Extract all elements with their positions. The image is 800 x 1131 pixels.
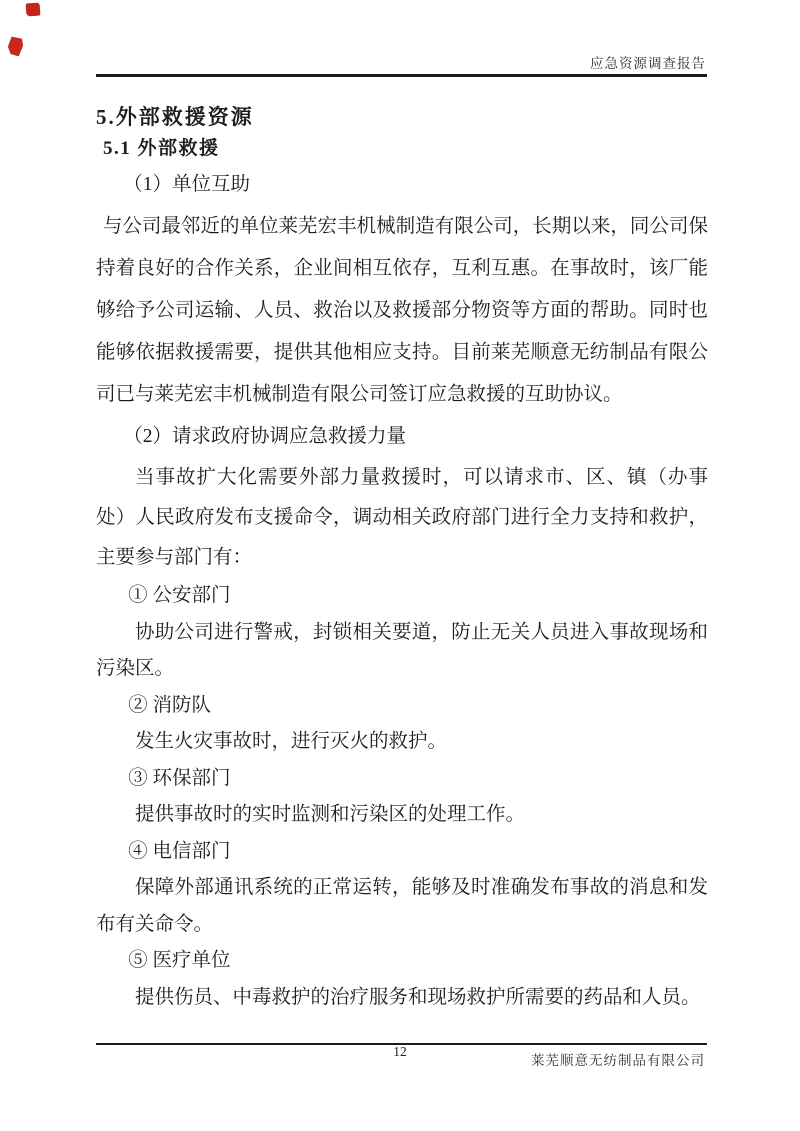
document-body [96, 100, 708, 1016]
paragraph-environmental-dept: 提供事故时的实时监测和污染区的处理工作。 [135, 804, 526, 825]
paragraph-telecom-dept: 保障外部通讯系统的正常运转，能够及时准确发布事故的消息和发布有关命令。 [96, 877, 708, 935]
red-stamp-mark-bottom [7, 36, 24, 56]
list-item-medical-unit: ⑤ 医疗单位 [128, 950, 231, 971]
list-item-public-security: ① 公安部门 [128, 585, 231, 606]
paragraph-fire-brigade: 发生火灾事故时，进行灭火的救护。 [135, 731, 448, 752]
page-number: 12 [393, 1044, 407, 1059]
sub-heading-government-coordination: （2）请求政府协调应急救援力量 [123, 426, 407, 447]
paragraph-public-security: 协助公司进行警戒，封锁相关要道，防止无关人员进入事故现场和污染区。 [96, 621, 708, 679]
subsection-heading: 5.1 外部救援 [103, 138, 220, 159]
paragraph-medical-unit: 提供伤员、中毒救护的治疗服务和现场救护所需要的药品和人员。 [135, 986, 701, 1008]
list-item-telecom-dept: ④ 电信部门 [128, 840, 231, 862]
footer-company-name: 莱芜顺意无纺制品有限公司 [531, 1053, 705, 1068]
header-rule [96, 74, 707, 77]
sub-heading-unit-mutual-aid: （1）单位互助 [123, 174, 251, 195]
paragraph-government-coordination: 当事故扩大化需要外部力量救援时，可以请求市、区、镇（办事处）人民政府发布支援命令，调动相关政府部门进行全力支持和救护，主要参与部门有： [96, 467, 708, 568]
section-heading: 5.外部救援资源 [96, 105, 254, 129]
list-item-fire-brigade: ② 消防队 [128, 694, 212, 716]
red-stamp-mark-top [26, 3, 41, 17]
paragraph-unit-mutual-aid: 与公司最邻近的单位莱芜宏丰机械制造有限公司，长期以来，同公司保持着良好的合作关系，企业间相互依存，互利互惠。在事故时，该厂能够给予公司运输、人员、救治以及救援部分物资等方面的帮助。同时也能够依据救援需要，提供其他相应支持。目前莱芜顺意无纺制品有限公司已与莱芜宏丰机械制造有限公司签订应急救援的互助协议。 [96, 216, 708, 405]
running-header-title: 应急资源调查报告 [590, 56, 706, 71]
list-item-environmental-dept: ③ 环保部门 [128, 767, 231, 789]
